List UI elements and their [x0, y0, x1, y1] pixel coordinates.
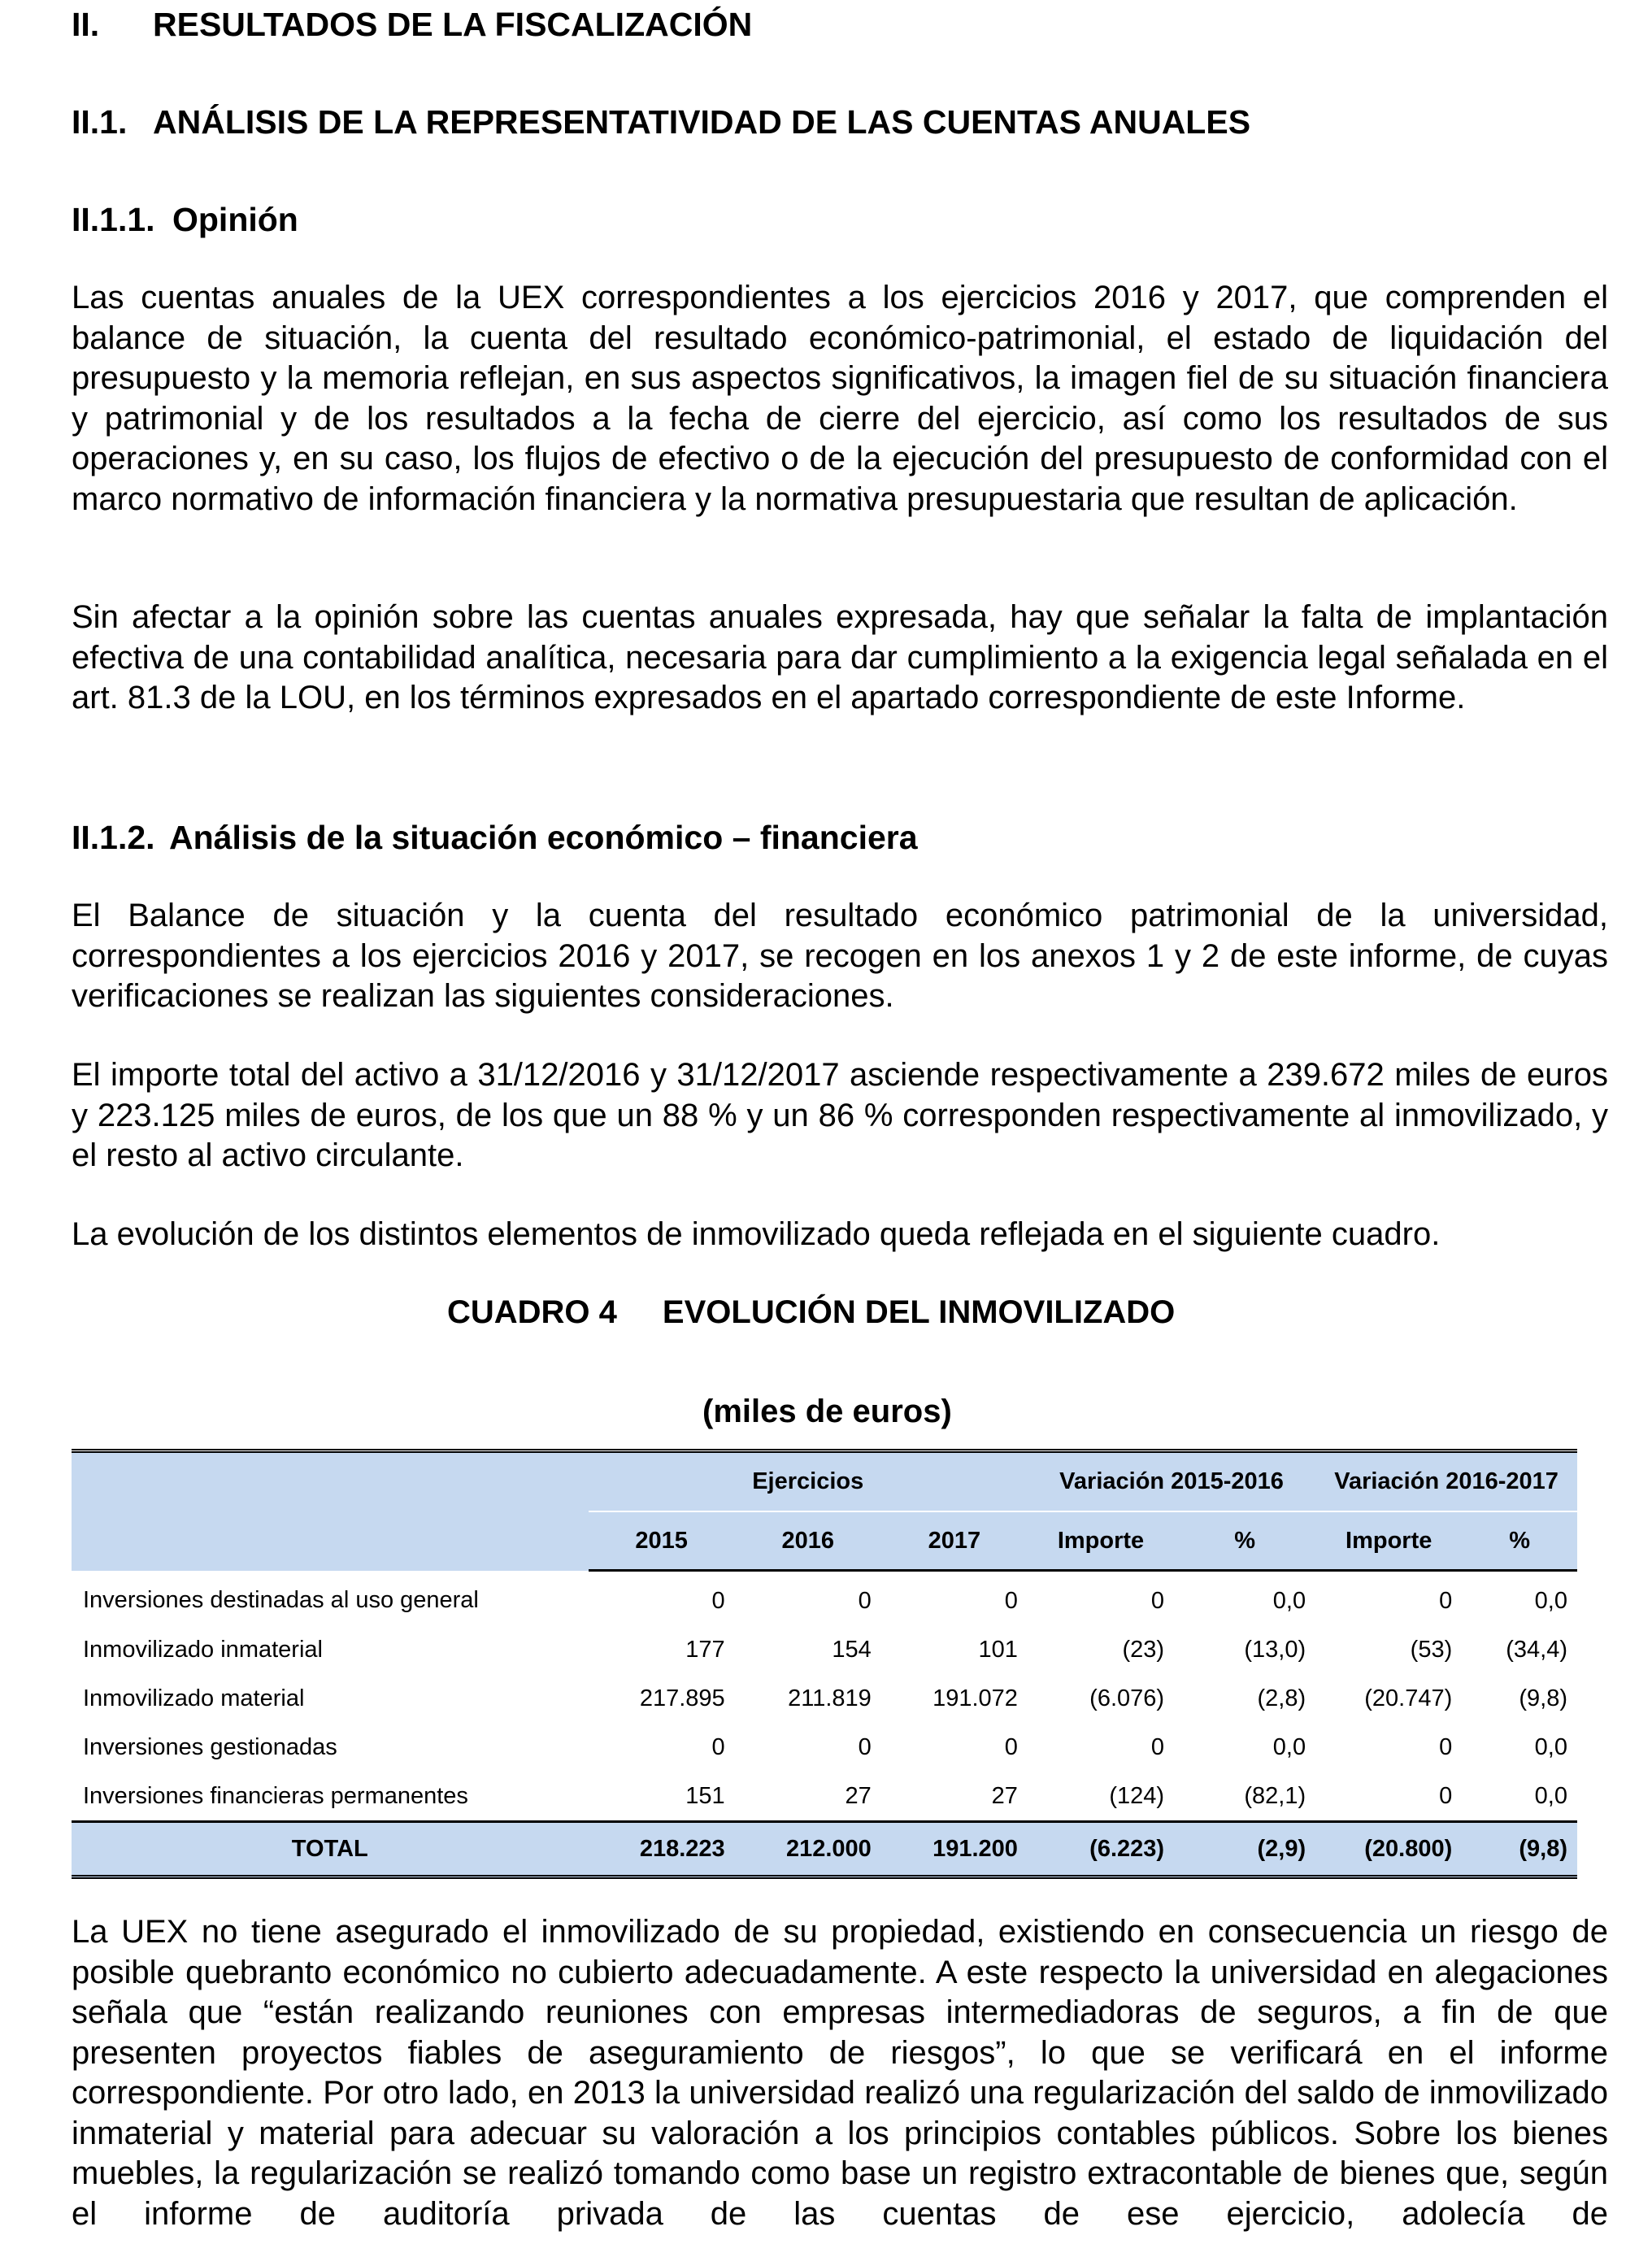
cell-importe-1: 0 [1150, 1733, 1165, 1760]
cell-2016: 0 [858, 1587, 872, 1614]
table-group-header-row [72, 1451, 1577, 1512]
inmovilizado-table [72, 1449, 1577, 1879]
cell-pct-2: (34,4) [1506, 1636, 1567, 1663]
header-ejercicios: Ejercicios [589, 1451, 1028, 1512]
section-title: ANÁLISIS DE LA REPRESENTATIVIDAD DE LAS CUENTAS ANUALES [153, 103, 1251, 141]
cell-pct-1: (82,1) [1244, 1782, 1306, 1809]
table-title: EVOLUCIÓN DEL INMOVILIZADO [662, 1294, 1176, 1330]
total-2017: 191.200 [881, 1822, 1028, 1877]
section-heading-ii-1-1 [72, 200, 298, 239]
section-title: Análisis de la situación económico – financiera [169, 819, 918, 856]
cell-importe-1: 0 [1150, 1587, 1165, 1614]
cell-pct-1: 0,0 [1272, 1733, 1306, 1760]
total-2016: 212.000 [735, 1822, 881, 1877]
paragraph-opinion: Las cuentas anuales de la UEX correspondientes a los ejercicios 2016 y 2017, que comprenden el balance de situación, la cuenta del resultado económico-patrimonial, el estado de liquidación del presupuesto y la memoria reflejan, en sus aspectos significativos, la imagen fiel de su situación financiera y patrimonial y de los resultados a la fecha de cierre del ejercicio, así como los resultados de sus operaciones y, en su caso, los flujos de efectivo o de la ejecución del presupuesto de conformidad con el marco normativo de información financiera y la normativa presupuestaria que resultan de aplicación. [72, 280, 1608, 517]
paragraph-contabilidad-analitica: Sin afectar a la opinión sobre las cuentas anuales expresada, hay que señalar la falta de implantación efectiva de una contabilidad analítica, necesaria para dar cumplimiento a la exigencia legal señalada en el art. 81.3 de la LOU, en los términos expresados en el apartado correspondiente de este Informe. [72, 599, 1608, 715]
cell-2015: 177 [685, 1636, 725, 1663]
header-importe-1: Importe [1028, 1511, 1174, 1571]
row-label: Inversiones financieras permanentes [83, 1782, 468, 1809]
header-2017: 2017 [881, 1511, 1028, 1571]
cell-2017: 0 [1004, 1587, 1018, 1614]
section-title: RESULTADOS DE LA FISCALIZACIÓN [153, 6, 753, 43]
paragraph-activo: El importe total del activo a 31/12/2016 y 31/12/2017 asciende respectivamente a 239.672 miles de euros y 223.125 miles de euros, de los que un 88 % y un 86 % corresponden respectivamente al inmovilizado, y el resto al activo circulante. [72, 1057, 1608, 1173]
paragraph-seguro-inmovilizado: La UEX no tiene asegurado el inmovilizado de su propiedad, existiendo en consecuencia un riesgo de posible quebranto económico no cubierto adecuadamente. A este respecto la universidad en alegaciones señala que “están realizando reuniones con empresas intermediadoras de seguros, a fin de que presenten proyectos fiables de aseguramiento de riesgos”, lo que se verificará en el informe correspondiente. Por otro lado, en 2013 la universidad realizó una regularización del saldo de inmovilizado inmaterial y material para adecuar su valoración a los principios contables públicos. Sobre los bienes muebles, la regularización se realizó tomando como base un registro extracontable de bienes que, según el informe de auditoría privada de las cuentas de ese ejercicio, adolecía de [72, 1914, 1608, 2232]
cell-pct-1: 0,0 [1272, 1587, 1306, 1614]
row-label: Inversiones destinadas al uso general [83, 1586, 479, 1613]
header-variacion-2016-2017: Variación 2016-2017 [1315, 1451, 1577, 1512]
cell-2015: 0 [711, 1587, 725, 1614]
cell-importe-1: (6.076) [1089, 1685, 1165, 1711]
paragraph-balance: El Balance de situación y la cuenta del resultado económico patrimonial de la universidad, correspondientes a los ejercicios 2016 y 2017, se recogen en los anexos 1 y 2 de este informe, de cuyas verificaciones se realizan las siguientes consideraciones. [72, 898, 1608, 1014]
cell-2017: 27 [991, 1782, 1018, 1809]
section-number: II.1.1. [72, 201, 155, 238]
section-heading-ii-1 [72, 102, 1250, 141]
row-label: Inmovilizado inmaterial [83, 1636, 323, 1663]
cell-2017: 101 [978, 1636, 1018, 1663]
cell-2017: 191.072 [933, 1685, 1018, 1711]
cell-2015: 217.895 [639, 1685, 725, 1711]
table-row [72, 1723, 1577, 1772]
table-units: (miles de euros) [702, 1394, 952, 1429]
table-number: CUADRO 4 [447, 1294, 617, 1330]
cell-pct-2: 0,0 [1534, 1733, 1567, 1760]
header-pct-1: % [1174, 1511, 1315, 1571]
cell-importe-2: 0 [1439, 1782, 1453, 1809]
row-label: Inversiones gestionadas [83, 1733, 337, 1760]
cell-importe-2: 0 [1439, 1587, 1453, 1614]
section-number: II.1.2. [72, 819, 155, 856]
total-importe-1: (6.223) [1028, 1822, 1174, 1877]
section-title: Opinión [172, 201, 298, 238]
cell-importe-1: (23) [1122, 1636, 1165, 1663]
cell-2016: 0 [858, 1733, 872, 1760]
cell-importe-2: 0 [1439, 1733, 1453, 1760]
cell-pct-2: 0,0 [1534, 1782, 1567, 1809]
section-number: II.1. [72, 103, 128, 141]
section-number: II. [72, 6, 100, 43]
table-row [72, 1625, 1577, 1674]
header-variacion-2015-2016: Variación 2015-2016 [1028, 1451, 1315, 1512]
header-importe-2: Importe [1315, 1511, 1462, 1571]
cell-pct-2: (9,8) [1519, 1685, 1567, 1711]
cell-pct-1: (13,0) [1244, 1636, 1306, 1663]
header-2016: 2016 [735, 1511, 881, 1571]
total-importe-2: (20.800) [1315, 1822, 1462, 1877]
cell-2017: 0 [1004, 1733, 1018, 1760]
table-row [72, 1772, 1577, 1822]
cell-2015: 151 [685, 1782, 725, 1809]
cell-importe-2: (20.747) [1364, 1685, 1453, 1711]
section-heading-ii-1-2 [72, 818, 918, 857]
total-pct-2: (9,8) [1462, 1822, 1577, 1877]
total-2015: 218.223 [589, 1822, 735, 1877]
section-heading-ii [72, 5, 752, 44]
cell-2016: 211.819 [788, 1685, 872, 1711]
total-label: TOTAL [72, 1822, 589, 1877]
paragraph-evolucion: La evolución de los distintos elementos de inmovilizado queda reflejada en el siguiente cuadro. [72, 1216, 1441, 1252]
cell-2016: 154 [832, 1636, 872, 1663]
row-label: Inmovilizado material [83, 1685, 305, 1711]
table-row [72, 1674, 1577, 1723]
inmovilizado-table-wrap [72, 1449, 1577, 1879]
table-row [72, 1571, 1577, 1626]
total-pct-1: (2,9) [1174, 1822, 1315, 1877]
table-total-row [72, 1822, 1577, 1877]
cell-pct-2: 0,0 [1534, 1587, 1567, 1614]
cell-importe-1: (124) [1109, 1782, 1165, 1809]
table-caption [447, 1293, 1175, 1332]
cell-pct-1: (2,8) [1257, 1685, 1306, 1711]
table-header-blank [72, 1451, 589, 1571]
cell-2015: 0 [711, 1733, 725, 1760]
header-2015: 2015 [589, 1511, 735, 1571]
cell-2016: 27 [845, 1782, 872, 1809]
cell-importe-2: (53) [1410, 1636, 1453, 1663]
header-pct-2: % [1462, 1511, 1577, 1571]
